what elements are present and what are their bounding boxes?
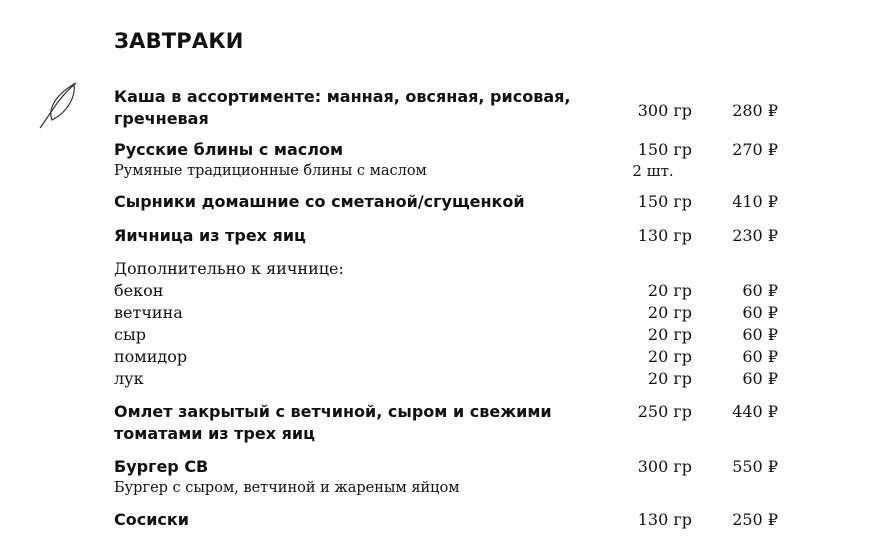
menu-item-name: Бургер CB [114, 457, 209, 476]
extra-item-price: 60 ₽ [742, 325, 778, 344]
extra-item-weight: 20 гр [647, 281, 692, 300]
menu-item [114, 456, 794, 500]
menu-item [114, 86, 794, 132]
menu-item [114, 225, 794, 247]
extra-item-weight: 20 гр [647, 325, 692, 344]
extra-item-price: 60 ₽ [742, 281, 778, 300]
menu-item-weight: 150 гр [637, 192, 692, 211]
menu-item-weight: 300 гр [637, 457, 692, 476]
menu-item-price: 250 ₽ [732, 510, 778, 529]
extra-item-name: лук [114, 369, 144, 388]
extra-item-price: 60 ₽ [742, 303, 778, 322]
menu-item-weight: 150 гр [637, 140, 692, 159]
extra-item-weight: 20 гр [647, 347, 692, 366]
extra-item-name: бекон [114, 281, 164, 300]
menu-item-price: 230 ₽ [732, 226, 778, 245]
menu-item-description: Румяные традиционные блины с маслом [114, 163, 427, 179]
extra-item-name: ветчина [114, 303, 183, 322]
menu-item-price: 550 ₽ [732, 457, 778, 476]
menu-item-description: Бургер с сыром, ветчиной и жареным яйцом [114, 480, 460, 496]
menu-item-name: Яичница из трех яиц [114, 226, 306, 245]
menu-item-price: 270 ₽ [732, 140, 778, 159]
extra-item [114, 302, 794, 324]
extra-item-weight: 20 гр [647, 369, 692, 388]
menu-item-name: Каша в ассортименте: манная, овсяная, рисовая, гречневая [114, 87, 571, 128]
menu-item [114, 191, 794, 213]
menu-item-price: 410 ₽ [732, 192, 778, 211]
menu-item [114, 509, 794, 531]
menu-item [114, 139, 794, 183]
extra-item-name: помидор [114, 347, 188, 366]
page-title: ЗАВТРАКИ [114, 29, 244, 53]
extra-item-price: 60 ₽ [742, 369, 778, 388]
menu-item-weight: 130 гр [637, 510, 692, 529]
menu-item-price: 280 ₽ [732, 101, 778, 120]
extra-item-name: сыр [114, 325, 146, 344]
extras-section [114, 258, 794, 280]
extra-item-weight: 20 гр [647, 303, 692, 322]
extras-heading: Дополнительно к яичнице: [114, 259, 344, 278]
extra-item [114, 280, 794, 302]
menu-item-name: Омлет закрытый с ветчиной, сыром и свежими томатами из трех яиц [114, 402, 552, 443]
extra-item-price: 60 ₽ [742, 347, 778, 366]
extra-item [114, 346, 794, 368]
menu-item-name: Сырники домашние со сметаной/сгущенкой [114, 192, 525, 211]
menu-item-weight: 130 гр [637, 226, 692, 245]
menu-item-weight: 250 гр [637, 402, 692, 421]
leaf-icon [36, 80, 82, 132]
extra-item [114, 324, 794, 346]
menu-item-name: Русские блины с маслом [114, 140, 344, 159]
menu-item-quantity: 2 шт. [632, 162, 674, 180]
menu-item [114, 401, 794, 445]
extra-item [114, 368, 794, 390]
menu-item-name: Сосиски [114, 510, 189, 529]
menu-item-weight: 300 гр [637, 101, 692, 120]
menu-item-price: 440 ₽ [732, 402, 778, 421]
